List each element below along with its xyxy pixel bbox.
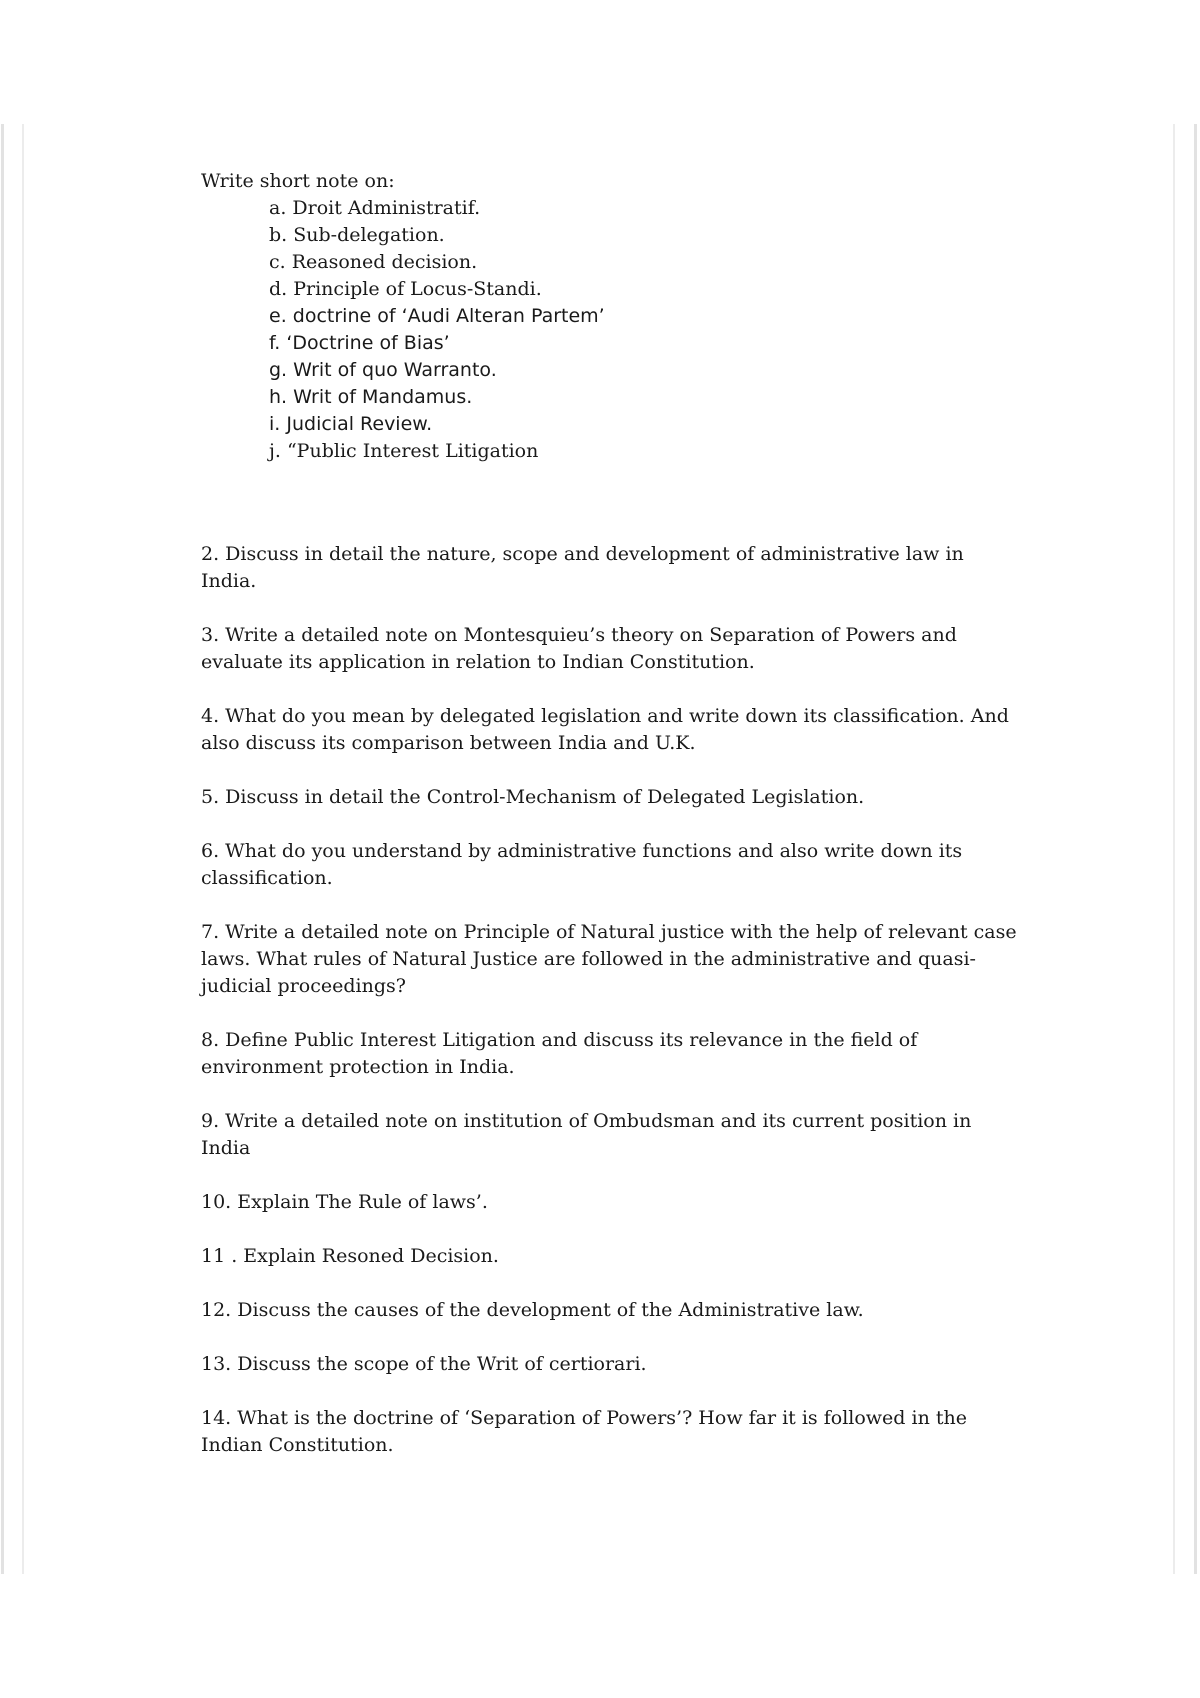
short-note-item: j. “Public Interest Litigation (269, 440, 539, 462)
short-note-item: c. Reasoned decision. (269, 251, 478, 273)
question-item: 8. Define Public Interest Litigation and discuss its relevance in the field of environment protection in India. (201, 1029, 918, 1078)
page-border-right-outer (1194, 124, 1197, 1574)
question-item: 9. Write a detailed note on institution of Ombudsman and its current position in India (201, 1110, 972, 1159)
question-item: 12. Discuss the causes of the development of the Administrative law. (201, 1299, 864, 1321)
short-note-item: f. ‘Doctrine of Bias’ (269, 332, 450, 354)
short-note-item: g. Writ of quo Warranto. (269, 359, 497, 381)
short-notes-heading: Write short note on: (201, 170, 395, 192)
question-item: 5. Discuss in detail the Control-Mechanism of Delegated Legislation. (201, 786, 865, 808)
short-note-item: a. Droit Administratif. (269, 197, 481, 219)
short-note-item: b. Sub-delegation. (269, 224, 445, 246)
question-sheet (201, 168, 1021, 1459)
question-item: 7. Write a detailed note on Principle of Natural justice with the help of relevant case laws. What rules of Natural Justice are followed in the administrative and quasi-judicial proceedings? (201, 921, 1017, 997)
question-item: 6. What do you understand by administrative functions and also write down its classification. (201, 840, 963, 889)
questions-list (201, 541, 1021, 1459)
page-border-left-inner (22, 124, 24, 1574)
short-note-item: d. Principle of Locus-Standi. (269, 278, 542, 300)
short-notes-list (269, 195, 1021, 465)
question-item: 2. Discuss in detail the nature, scope and development of administrative law in India. (201, 543, 964, 592)
question-item: 13. Discuss the scope of the Writ of certiorari. (201, 1353, 647, 1375)
short-note-item: i. Judicial Review. (269, 413, 433, 435)
question-item: 3. Write a detailed note on Montesquieu’s theory on Separation of Powers and evaluate its application in relation to Indian Constitution. (201, 624, 957, 673)
page-border-right-inner (1173, 124, 1175, 1574)
question-item: 14. What is the doctrine of ‘Separation of Powers’? How far it is followed in the Indian Constitution. (201, 1407, 967, 1456)
short-note-item: h. Writ of Mandamus. (269, 386, 473, 408)
question-item: 11 . Explain Resoned Decision. (201, 1245, 499, 1267)
short-note-item: e. doctrine of ‘Audi Alteran Partem’ (269, 305, 605, 327)
page-border-left-outer (1, 124, 4, 1574)
question-item: 4. What do you mean by delegated legislation and write down its classification. And also discuss its comparison between India and U.K. (201, 705, 1009, 754)
question-item: 10. Explain The Rule of laws’. (201, 1191, 488, 1213)
